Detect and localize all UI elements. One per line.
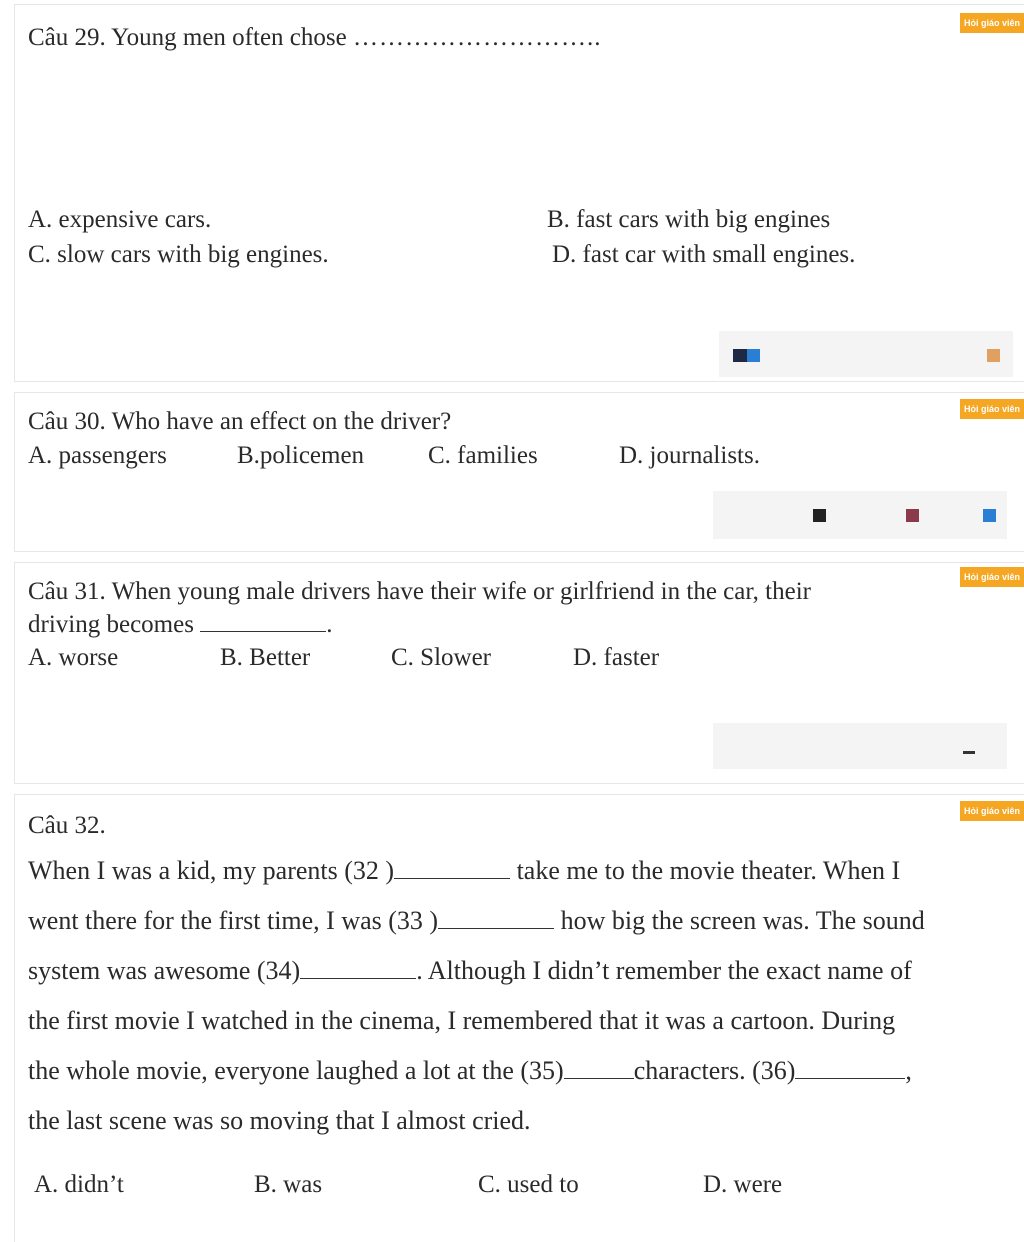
option-c[interactable]: C. slow cars with big engines. xyxy=(28,241,329,268)
passage-text: take me to the movie theater. When I xyxy=(510,856,901,885)
ask-teacher-button[interactable]: Hỏi giáo viên xyxy=(960,567,1024,587)
question-30-stem: Câu 30. Who have an effect on the driver? xyxy=(28,408,452,435)
option-d[interactable]: D. journalists. xyxy=(619,442,760,469)
passage-line xyxy=(28,846,1004,896)
navy-marker-icon[interactable] xyxy=(733,349,747,362)
chevron-down-icon[interactable] xyxy=(963,751,975,754)
option-a[interactable]: A. expensive cars. xyxy=(28,206,212,233)
passage-line xyxy=(28,896,1004,946)
passage-text: When I was a kid, my parents (32 ) xyxy=(28,856,395,885)
blue-marker-icon[interactable] xyxy=(983,509,996,522)
answer-blank: ……………………….. xyxy=(352,24,602,51)
passage-text: how big the screen was. The sound xyxy=(554,906,925,935)
ask-teacher-button[interactable]: Hỏi giáo viên xyxy=(960,399,1024,419)
reading-passage xyxy=(28,846,1004,1146)
passage-text: characters. (36) xyxy=(633,1056,796,1085)
question-31-text: driving becomes xyxy=(28,611,194,638)
answer-blank xyxy=(200,609,326,632)
answer-toolbar xyxy=(713,723,1007,769)
option-b[interactable]: B. fast cars with big engines xyxy=(547,206,831,233)
question-32-title: Câu 32. xyxy=(28,812,106,839)
option-c[interactable]: C. used to xyxy=(478,1171,579,1198)
option-c[interactable]: C. Slower xyxy=(391,644,491,671)
option-d[interactable]: D. faster xyxy=(573,644,660,671)
passage-line: the first movie I watched in the cinema, I remembered that it was a cartoon. During xyxy=(28,1006,896,1035)
blue-marker-icon[interactable] xyxy=(747,349,760,362)
passage-line xyxy=(28,1046,1004,1096)
passage-line: the last scene was so moving that I almost cried. xyxy=(28,1106,531,1135)
option-a[interactable]: A. passengers xyxy=(28,442,167,469)
option-d[interactable]: D. were xyxy=(703,1171,783,1198)
option-a[interactable]: A. worse xyxy=(28,644,119,671)
answer-blank-36 xyxy=(795,1052,905,1079)
answer-blank-35 xyxy=(564,1052,634,1079)
option-b[interactable]: B. Better xyxy=(220,644,311,671)
tan-marker-icon[interactable] xyxy=(987,349,1000,362)
question-31-line-1: Câu 31. When young male drivers have their wife or girlfriend in the car, their xyxy=(28,578,811,605)
maroon-marker-icon[interactable] xyxy=(906,509,919,522)
answer-toolbar xyxy=(713,491,1007,539)
ask-teacher-button[interactable]: Hỏi giáo viên xyxy=(960,801,1024,821)
question-31-period: . xyxy=(326,611,333,638)
answer-blank-34 xyxy=(300,952,416,979)
answer-blank-32 xyxy=(394,852,510,879)
question-card-30 xyxy=(14,392,1024,552)
passage-line xyxy=(28,946,1004,996)
question-29-stem xyxy=(28,21,601,54)
passage-text: , xyxy=(905,1056,912,1085)
question-card-29 xyxy=(14,4,1024,382)
option-c[interactable]: C. families xyxy=(428,442,538,469)
question-29-text: Câu 29. Young men often chose xyxy=(28,24,347,51)
dark-marker-icon[interactable] xyxy=(813,509,826,522)
passage-text: . Although I didn’t remember the exact name of xyxy=(416,956,912,985)
answer-toolbar xyxy=(719,331,1013,377)
passage-text: went there for the first time, I was (33 ) xyxy=(28,906,439,935)
passage-text: the whole movie, everyone laughed a lot at the (35) xyxy=(28,1056,564,1085)
option-d[interactable]: D. fast car with small engines. xyxy=(552,241,856,268)
option-b[interactable]: B.policemen xyxy=(237,442,365,469)
passage-text: system was awesome (34) xyxy=(28,956,301,985)
answer-blank-33 xyxy=(438,902,554,929)
ask-teacher-button[interactable]: Hỏi giáo viên xyxy=(960,13,1024,33)
option-b[interactable]: B. was xyxy=(254,1171,323,1198)
question-31-line-2 xyxy=(28,608,332,641)
question-card-31 xyxy=(14,562,1024,784)
option-a[interactable]: A. didn’t xyxy=(34,1171,124,1198)
